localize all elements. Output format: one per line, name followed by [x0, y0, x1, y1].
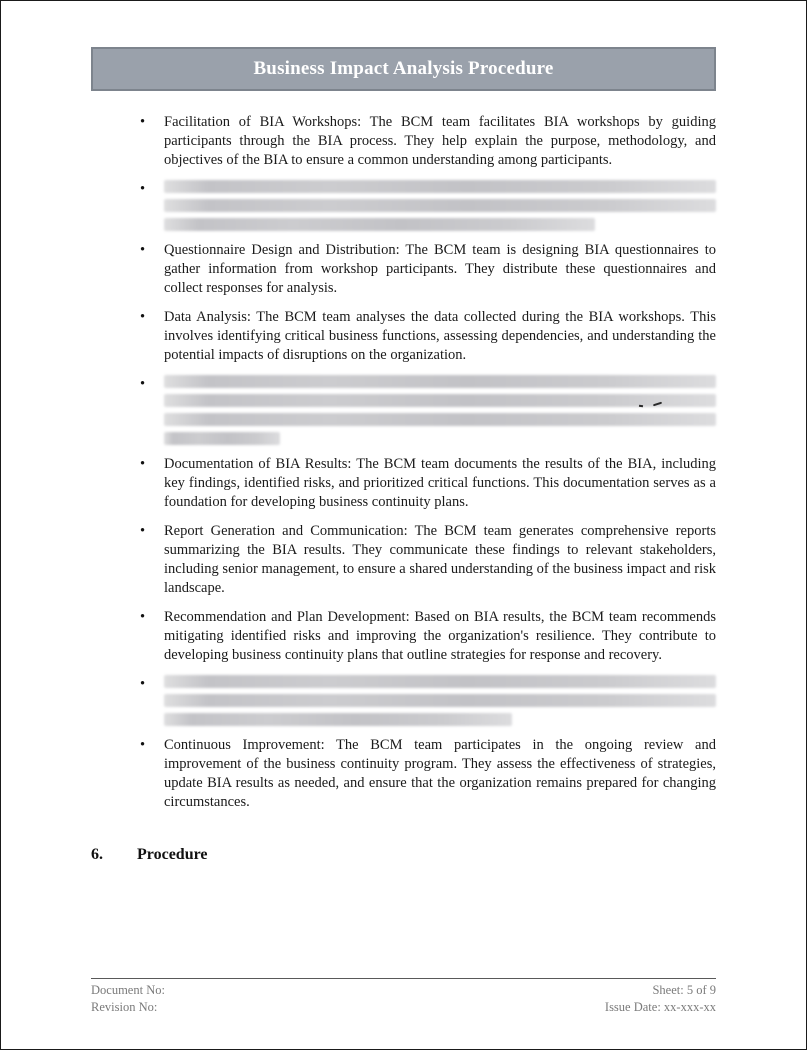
section-heading [91, 846, 716, 864]
list-item [91, 522, 716, 598]
redacted-line [164, 713, 512, 726]
bullet-marker: • [140, 376, 146, 392]
redacted-line [164, 375, 716, 388]
page-content [91, 113, 716, 812]
redacted-line [164, 694, 716, 707]
list-item-redacted [91, 675, 716, 726]
page-title: Business Impact Analysis Procedure [253, 58, 554, 79]
title-banner [91, 47, 716, 91]
document-no-label: Document No: [91, 983, 165, 997]
list-item [91, 455, 716, 512]
bullet-marker: • [140, 609, 146, 625]
bullet-marker: • [140, 114, 146, 130]
bullet-text: Report Generation and Communication: The BCM team generates comprehensive reports summarizing the BIA results. They communicate these findings to relevant stakeholders, including senior management, to ensure a shared understanding of the business impact and risk landscape. [164, 523, 716, 596]
redacted-line [164, 432, 280, 445]
list-item [91, 113, 716, 170]
bullet-text: Documentation of BIA Results: The BCM team documents the results of the BIA, including key findings, identified risks, and prioritized critical functions. This documentation serves as a foundation for developing business continuity plans. [164, 456, 716, 510]
section-number: 6. [91, 846, 103, 863]
redacted-line [164, 675, 716, 688]
redacted-line [164, 218, 595, 231]
bullet-marker: • [140, 523, 146, 539]
redacted-text-block [164, 675, 716, 726]
list-item-redacted [91, 180, 716, 231]
redacted-text-block [164, 375, 716, 445]
section-title: Procedure [137, 846, 208, 863]
redacted-line [164, 394, 716, 407]
issue-date-label: Issue Date: xx-xxx-xx [604, 1000, 716, 1014]
list-item [91, 608, 716, 665]
bullet-text: Data Analysis: The BCM team analyses the data collected during the BIA workshops. This involves identifying critical business functions, assessing dependencies, and understanding the potential impacts of disruptions on the organization. [164, 309, 716, 363]
revision-no-label: Revision No: [91, 1000, 158, 1014]
list-item [91, 241, 716, 298]
bullet-text: Facilitation of BIA Workshops: The BCM team facilitates BIA workshops by guiding participants through the BIA process. They help explain the purpose, methodology, and objectives of the BIA to ensure a common understanding among participants. [164, 114, 716, 168]
list-item [91, 308, 716, 365]
bullet-marker: • [140, 456, 146, 472]
footer-left [91, 982, 165, 1016]
redacted-text-block [164, 180, 716, 231]
bullet-text: Recommendation and Plan Development: Based on BIA results, the BCM team recommends mitigating identified risks and improving the organization's resilience. They contribute to developing business continuity plans that outline strategies for response and recovery. [164, 609, 716, 663]
list-item [91, 736, 716, 812]
redacted-line [164, 413, 716, 426]
bullet-list [91, 113, 716, 812]
redacted-line [164, 199, 716, 212]
sheet-label: Sheet: 5 of 9 [652, 983, 716, 997]
bullet-marker: • [140, 676, 146, 692]
footer-right [605, 982, 716, 1016]
redacted-line [164, 180, 716, 193]
bullet-marker: • [140, 737, 146, 753]
bullet-text: Questionnaire Design and Distribution: The BCM team is designing BIA questionnaires to gather information from workshop participants. They distribute these questionnaires and collect responses for analysis. [164, 242, 716, 296]
text-remnant-mark [639, 405, 643, 408]
list-item-redacted [91, 375, 716, 445]
bullet-marker: • [140, 309, 146, 325]
page-footer [91, 978, 716, 1016]
bullet-text: Continuous Improvement: The BCM team participates in the ongoing review and improvement of the business continuity program. They assess the effectiveness of strategies, update BIA results as needed, and ensure that the organization remains prepared for changing circumstances. [164, 737, 716, 810]
bullet-marker: • [140, 181, 146, 197]
bullet-marker: • [140, 242, 146, 258]
